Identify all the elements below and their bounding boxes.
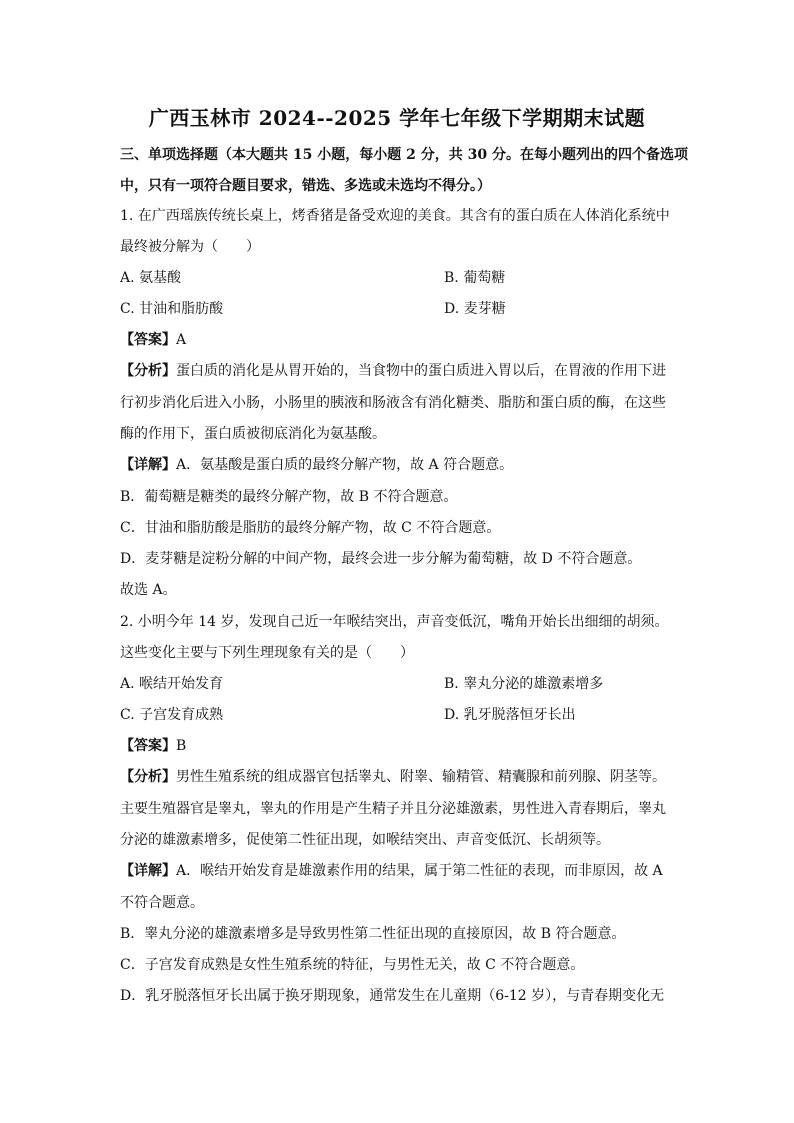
q1-option-a: A. 氨基酸 [120,270,182,286]
q1-analysis-line-1 [120,361,666,381]
q2-detail-b: B．睾丸分泌的雄激素增多是导致男性第二性征出现的直接原因，故 B 符合题意。 [120,926,626,942]
q1-detail-c: C．甘油和脂肪酸是脂肪的最终分解产物，故 C 不符合题意。 [120,520,501,536]
q1-detail-d: D．麦芽糖是淀粉分解的中间产物，最终会进一步分解为葡萄糖，故 D 不符合题意。 [120,551,642,567]
q2-detail-a-line-2: 不符合题意。 [120,895,204,911]
q1-answer-line [120,330,186,350]
q1-conclusion: 故选 A。 [120,582,177,598]
q1-detail-tag: 【详解】 [120,457,176,473]
q2-analysis-tag: 【分析】 [120,769,176,785]
q2-stem-line-1: 2. 小明今年 14 岁，发现自己近一年喉结突出，声音变低沉，嘴角开始长出细细的胡须。 [120,614,669,630]
q2-answer-value: B [176,738,187,754]
q2-detail-a-text: A．喉结开始发育是雄激素作用的结果，属于第二性征的表现，而非原因，故 A [176,863,663,879]
q1-stem-line-2: 最终被分解为（ ） [120,239,260,255]
q1-analysis-line-2: 行初步消化后进入小肠，小肠里的胰液和肠液含有消化糖类、脂肪和蛋白质的酶，在这些 [120,395,666,411]
q1-option-d: D. 麦芽糖 [444,301,506,317]
q2-option-a: A. 喉结开始发育 [120,676,224,692]
q2-answer-tag: 【答案】 [120,738,176,754]
q2-stem-line-2: 这些变化主要与下列生理现象有关的是（ ） [120,645,414,661]
q2-analysis-text-1: 男性生殖系统的组成器官包括睾丸、附睾、输精管、精囊腺和前列腺、阴茎等。 [176,769,666,785]
q2-option-b: B. 睾丸分泌的雄激素增多 [444,676,604,692]
q1-analysis-text-1: 蛋白质的消化是从胃开始的，当食物中的蛋白质进入胃以后，在胃液的作用下进 [176,363,666,379]
q2-answer-line [120,736,186,756]
q2-detail-tag: 【详解】 [120,863,176,879]
page-title: 广西玉林市 2024--2025 学年七年级下学期期末试题 [148,106,646,130]
q2-analysis-line-2: 主要生殖器官是睾丸，睾丸的作用是产生精子并且分泌雄激素，男性进入青春期后，睾丸 [120,801,666,817]
section-instructions-line-2: 中，只有一项符合题目要求，错选、多选或未选均不得分。） [120,178,491,194]
q1-analysis-line-3: 酶的作用下，蛋白质被彻底消化为氨基酸。 [120,426,386,442]
q2-analysis-line-1 [120,767,666,787]
q1-answer-tag: 【答案】 [120,332,176,348]
q2-detail-d: D．乳牙脱落恒牙长出属于换牙期现象，通常发生在儿童期（6-12 岁），与青春期变化无 [120,988,665,1004]
q1-detail-a [120,455,513,475]
q1-option-b: B. 葡萄糖 [444,270,506,286]
q1-detail-a-text: A．氨基酸是蛋白质的最终分解产物，故 A 符合题意。 [176,457,514,473]
section-instructions-line-1: 三、单项选择题（本大题共 15 小题，每小题 2 分，共 30 分。在每小题列出的四个备选项 [120,147,688,163]
q2-detail-c: C．子宫发育成熟是女性生殖系统的特征，与男性无关，故 C 不符合题意。 [120,957,585,973]
q2-option-d: D. 乳牙脱落恒牙长出 [444,707,576,723]
q2-detail-a-line-1 [120,861,663,881]
q1-answer-value: A [176,332,187,348]
q1-stem-line-1: 1. 在广西瑶族传统长桌上，烤香猪是备受欢迎的美食。其含有的蛋白质在人体消化系统中 [120,208,670,224]
q2-analysis-line-3: 分泌的雄激素增多，促使第二性征出现，如喉结突出、声音变低沉、长胡须等。 [120,832,610,848]
q1-analysis-tag: 【分析】 [120,363,176,379]
q1-detail-b: B．葡萄糖是糖类的最终分解产物，故 B 不符合题意。 [120,489,458,505]
q1-option-c: C. 甘油和脂肪酸 [120,301,224,317]
q2-option-c: C. 子宫发育成熟 [120,707,224,723]
